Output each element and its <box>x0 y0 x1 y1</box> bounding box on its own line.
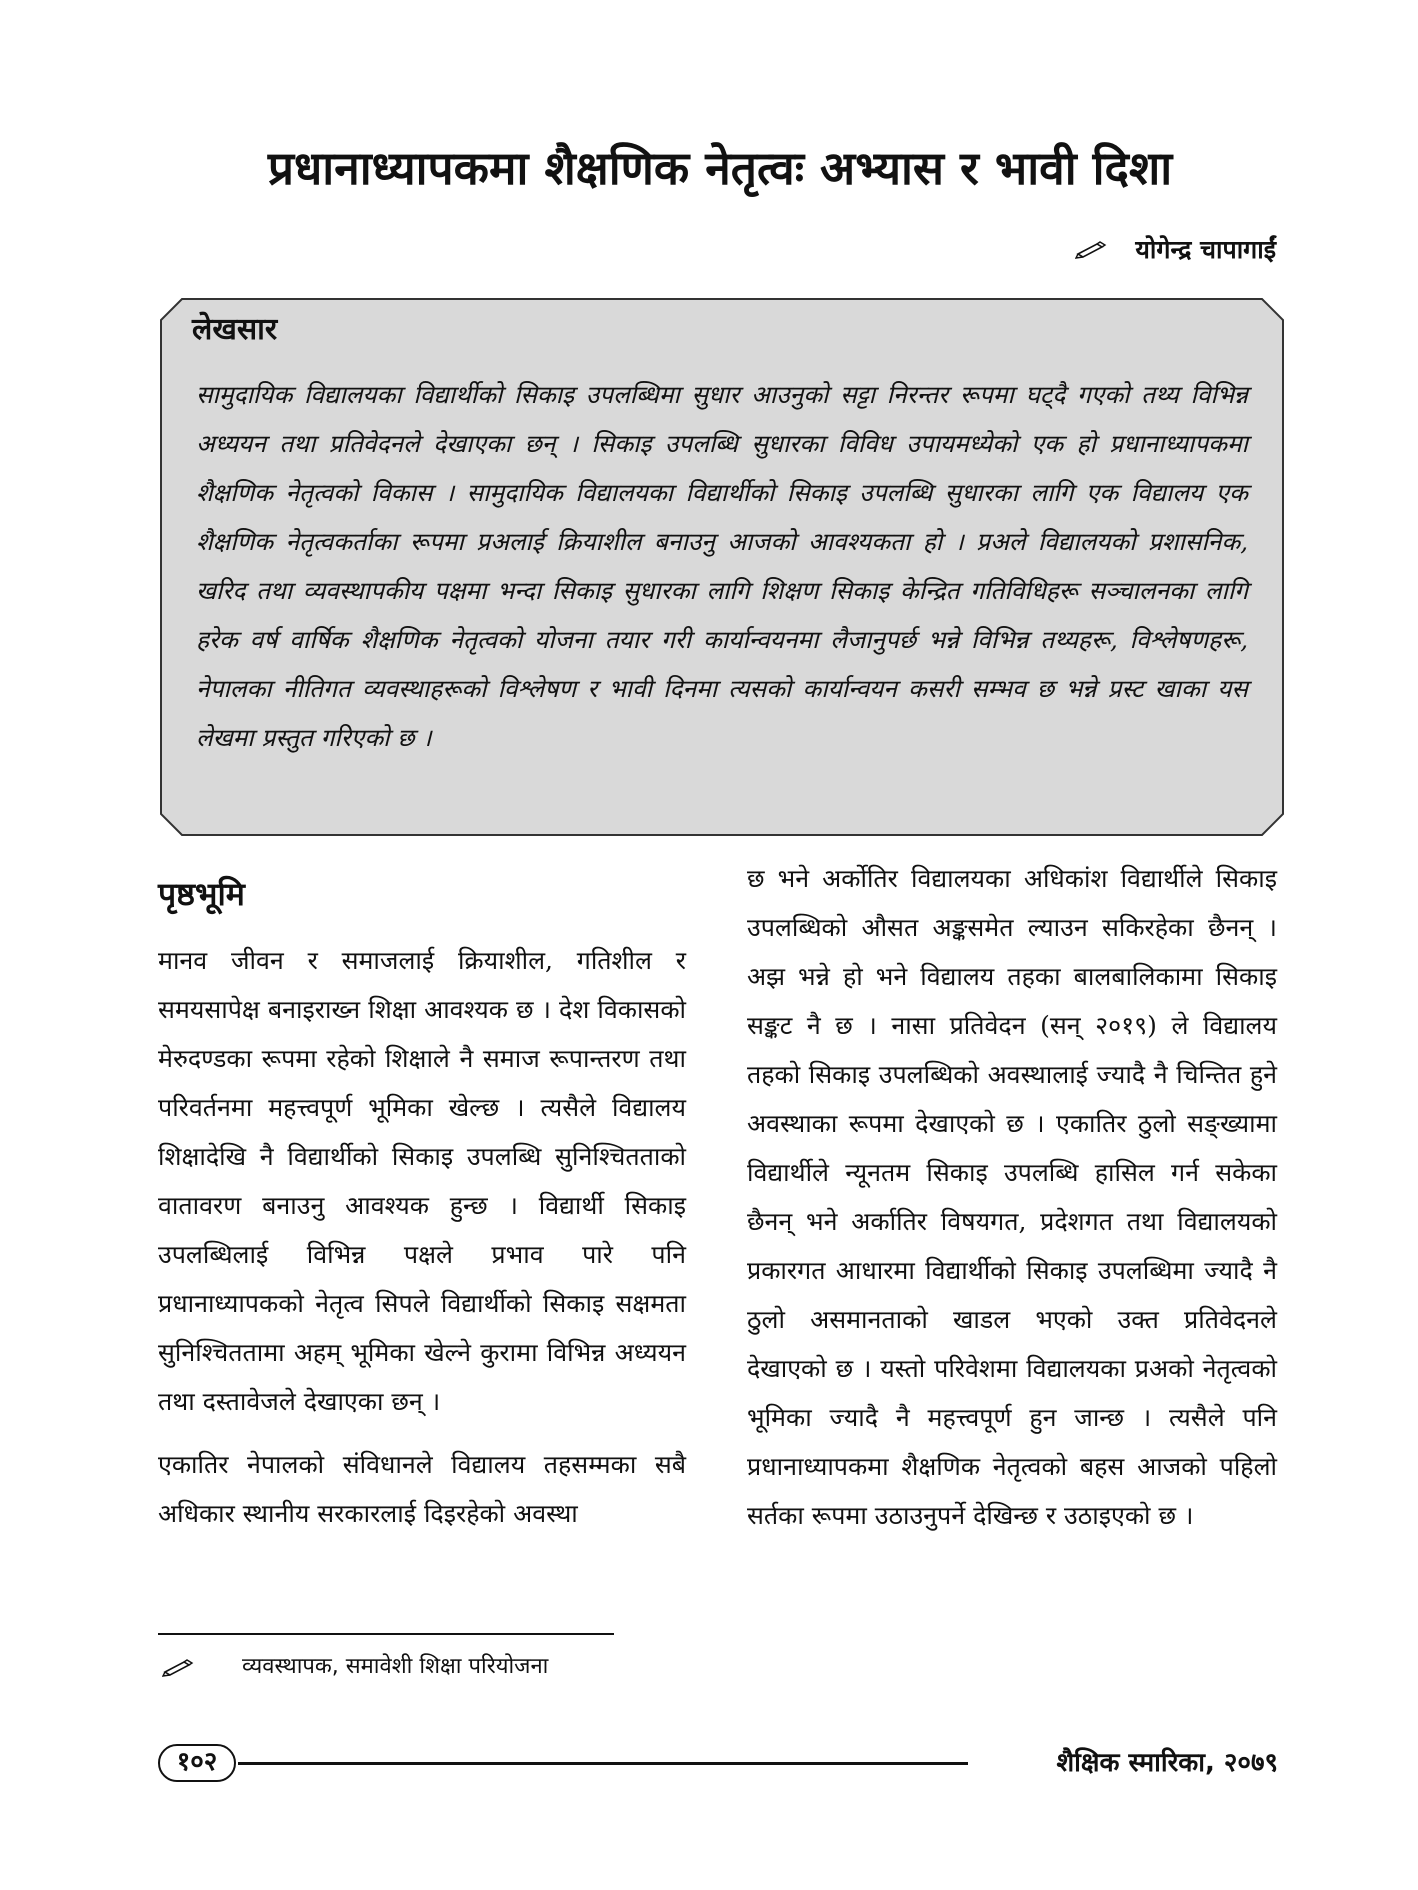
right-column <box>747 864 1277 1554</box>
pen-icon <box>1075 239 1109 259</box>
section-heading: पृष्ठभूमि <box>158 875 245 913</box>
author-byline <box>1075 232 1276 266</box>
body-paragraph-3: छ भने अर्कोतिर विद्यालयका अधिकांश विद्यार्थीले सिकाइ उपलब्धिको औसत अङ्कसमेत ल्याउन सकिरहेका छैनन् । अझ भन्ने हो भने विद्यालय तहका बालबालिकामा सिकाइ सङ्कट नै छ । नासा प्रतिवेदन (सन् २०१९) ले विद्यालय तहको सिकाइ उपलब्धिको अवस्थालाई ज्यादै नै चिन्तित हुने अवस्थाका रूपमा देखाएको छ । एकातिर ठुलो सङ्ख्यामा विद्यार्थीले न्यूनतम सिकाइ उपलब्धि हासिल गर्न सकेका छैनन् भने अर्कातिर विषयगत, प्रदेशगत तथा विद्यालयको प्रकारगत आधारमा विद्यार्थीको सिकाइ उपलब्धिमा ज्यादै नै ठुलो असमानताको खाडल भएको उक्त प्रतिवेदनले देखाएको छ । यस्तो परिवेशमा विद्यालयका प्रअको नेतृत्वको भूमिका ज्यादै नै महत्त्वपूर्ण हुन जान्छ । त्यसैले पनि प्रधानाध्यापकमा शैक्षणिक नेतृत्वको बहस आजको पहिलो सर्तका रूपमा उठाउनुपर्ने देखिन्छ र उठाइएको छ । <box>747 864 1277 1530</box>
pen-icon <box>162 1657 196 1677</box>
page-footer <box>158 1744 1278 1784</box>
article-title: प्रधानाध्यापकमा शैक्षणिक नेतृत्वः अभ्यास र भावी दिशा <box>267 141 1173 195</box>
abstract-heading: लेखसार <box>192 312 278 347</box>
footer-divider <box>238 1762 968 1765</box>
body-paragraph-2: एकातिर नेपालको संविधानले विद्यालय तहसम्मका सबै अधिकार स्थानीय सरकारलाई दिइरहेको अवस्था <box>158 1450 686 1528</box>
footnote <box>162 1650 548 1684</box>
left-column <box>158 868 686 1552</box>
page-number: १०२ <box>158 1744 236 1782</box>
body-paragraph-1: मानव जीवन र समाजलाई क्रियाशील, गतिशील र समयसापेक्ष बनाइराख्न शिक्षा आवश्यक छ । देश विकासको मेरुदण्डका रूपमा रहेको शिक्षाले नै समाज रूपान्तरण तथा परिवर्तनमा महत्त्वपूर्ण भूमिका खेल्छ । त्यसैले विद्यालय शिक्षादेखि नै विद्यार्थीको सिकाइ उपलब्धि सुनिश्चितताको वातावरण बनाउनु आवश्यक हुन्छ । विद्यार्थी सिकाइ उपलब्धिलाई विभिन्न पक्षले प्रभाव पारे पनि प्रधानाध्यापकको नेतृत्व सिपले विद्यार्थीको सिकाइ सक्षमता सुनिश्चिततामा अहम् भूमिका खेल्ने कुरामा विभिन्न अध्ययन तथा दस्तावेजले देखाएका छन् । <box>158 946 686 1416</box>
publication-name: शैक्षिक स्मारिका, २०७९ <box>1056 1748 1278 1778</box>
abstract-text: सामुदायिक विद्यालयका विद्यार्थीको सिकाइ उपलब्धिमा सुधार आउनुको सट्टा निरन्तर रूपमा घट्दै गएको तथ्य विभिन्न अध्ययन तथा प्रतिवेदनले देखाएका छन् । सिकाइ उपलब्धि सुधारका विविध उपायमध्येको एक हो प्रधानाध्यापकमा शैक्षणिक नेतृत्वको विकास । सामुदायिक विद्यालयका विद्यार्थीको सिकाइ उपलब्धि सुधारका लागि एक विद्यालय एक शैक्षणिक नेतृत्वकर्ताका रूपमा प्रअलाई क्रियाशील बनाउनु आजको आवश्यकता हो । प्रअले विद्यालयको प्रशासनिक, खरिद तथा व्यवस्थापकीय पक्षमा भन्दा सिकाइ सुधारका लागि शिक्षण सिकाइ केन्द्रित गतिविधिहरू सञ्चालनका लागि हरेक वर्ष वार्षिक शैक्षणिक नेतृत्वको योजना तयार गरी कार्यान्वयनमा लैजानुपर्छ भन्ने विभिन्न तथ्यहरू, विश्लेषणहरू, नेपालका नीतिगत व्यवस्थाहरूको विश्लेषण र भावी दिनमा त्यसको कार्यान्वयन कसरी सम्भव छ भन्ने प्रस्ट खाका यस लेखमा प्रस्तुत गरिएको छ । <box>196 380 1248 752</box>
author-name: योगेन्द्र चापागाईं <box>1135 235 1276 264</box>
footnote-text: व्यवस्थापक, समावेशी शिक्षा परियोजना <box>242 1654 549 1679</box>
footnote-divider <box>158 1633 614 1635</box>
